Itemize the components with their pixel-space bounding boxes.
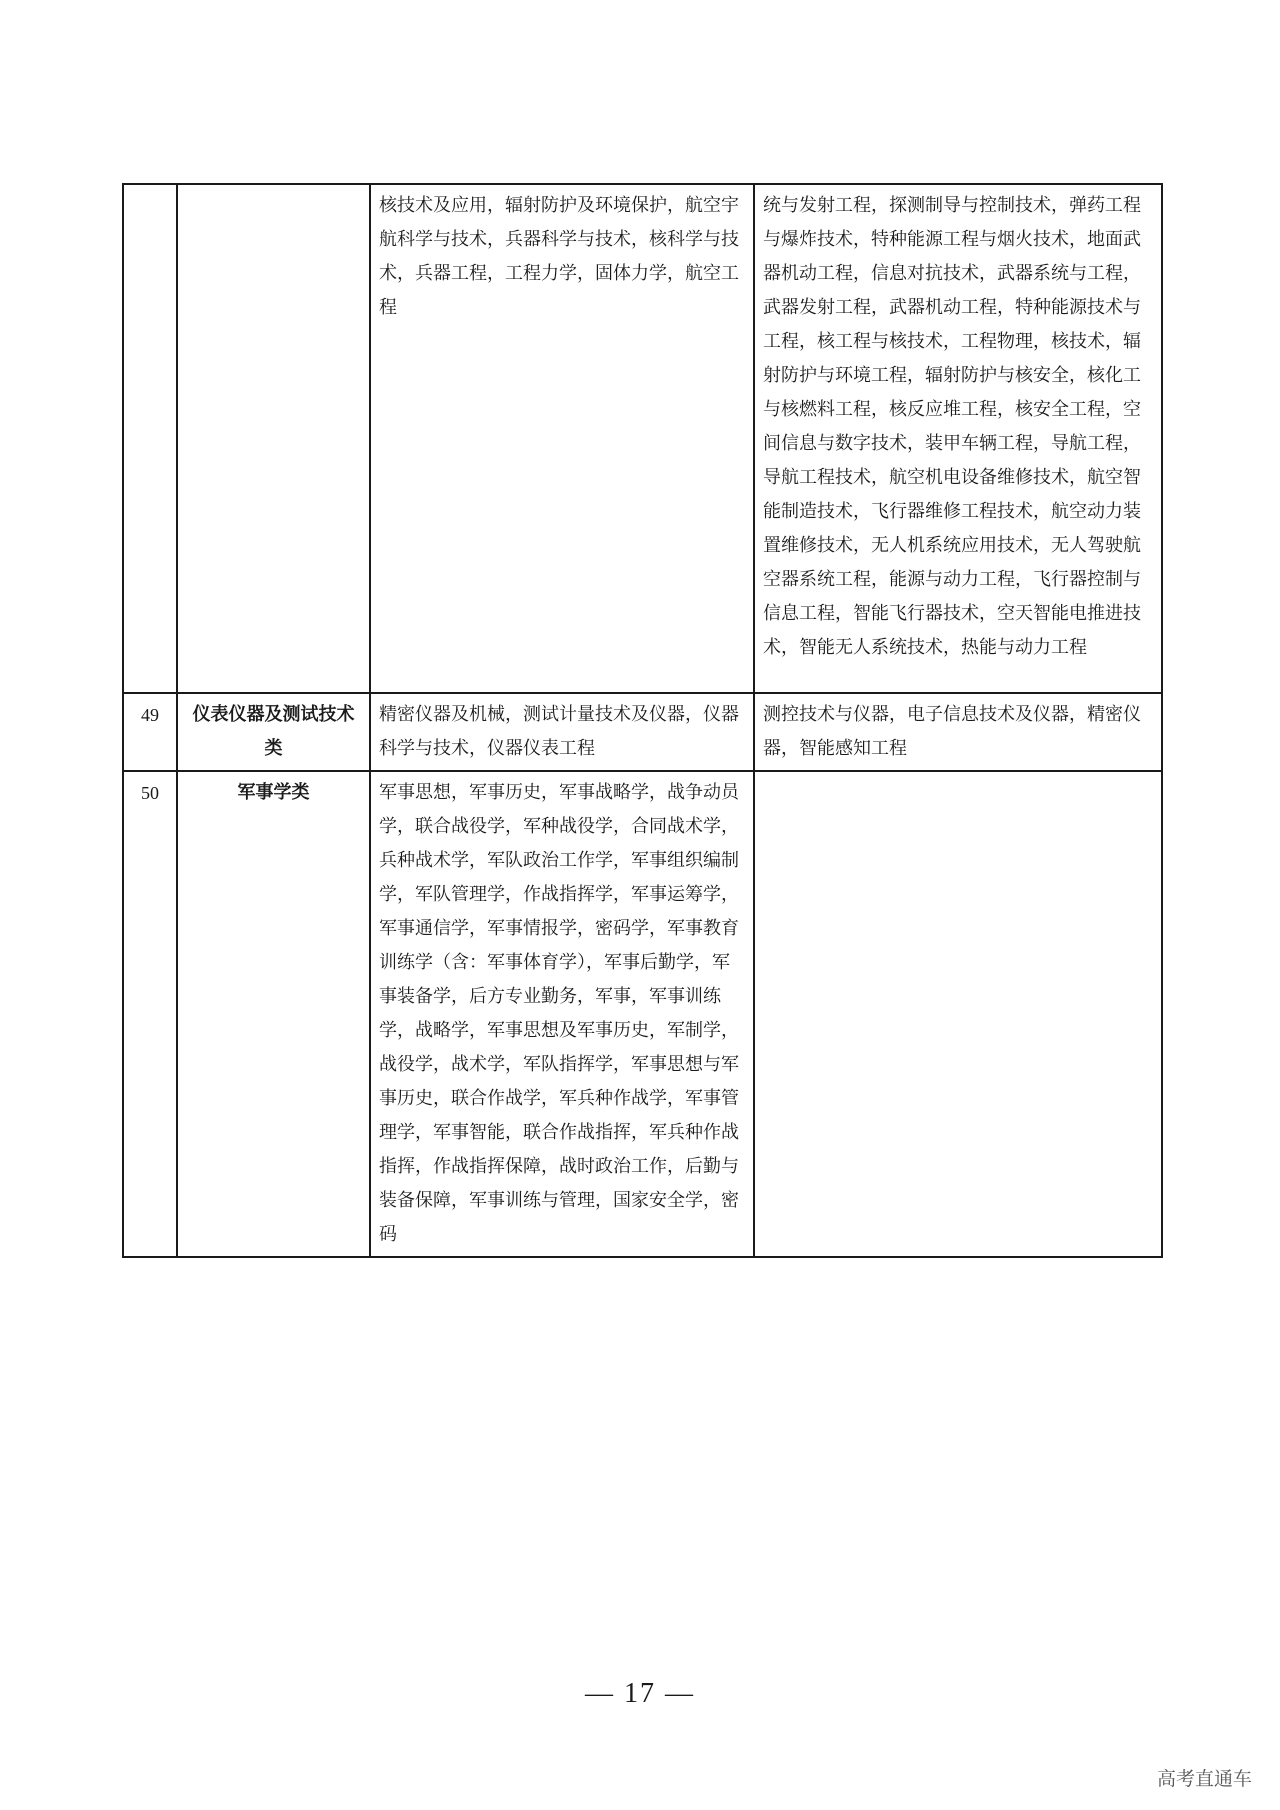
category-name: [177, 184, 370, 693]
row-number: [123, 184, 177, 693]
undergrad-majors: 核技术及应用，辐射防护及环境保护，航空宇航科学与技术，兵器科学与技术，核科学与技术，兵器工程，工程力学，固体力学，航空工程: [370, 184, 754, 693]
category-name: 军事学类: [177, 771, 370, 1257]
vocational-majors: 统与发射工程，探测制导与控制技术，弹药工程与爆炸技术，特种能源工程与烟火技术，地面武器机动工程，信息对抗技术，武器系统与工程，武器发射工程，武器机动工程，特种能源技术与工程，核工程与核技术，工程物理，核技术，辐射防护与环境工程，辐射防护与核安全，核化工与核燃料工程，核反应堆工程，核安全工程，空间信息与数字技术，装甲车辆工程，导航工程，导航工程技术，航空机电设备维修技术，航空智能制造技术，飞行器维修工程技术，航空动力装置维修技术，无人机系统应用技术，无人驾驶航空器系统工程，能源与动力工程，飞行器控制与信息工程，智能飞行器技术，空天智能电推进技术，智能无人系统技术，热能与动力工程: [754, 184, 1162, 693]
page-number: — 17 —: [585, 1678, 695, 1709]
row-number: 50: [123, 771, 177, 1257]
vocational-majors: [754, 771, 1162, 1257]
table-row: [123, 771, 1162, 1257]
undergrad-majors: 军事思想，军事历史，军事战略学，战争动员学，联合战役学，军种战役学，合同战术学，兵种战术学，军队政治工作学，军事组织编制学，军队管理学，作战指挥学，军事运筹学，军事通信学，军事情报学，密码学，军事教育训练学（含：军事体育学），军事后勤学，军事装备学，后方专业勤务，军事，军事训练学，战略学，军事思想及军事历史，军制学，战役学，战术学，军队指挥学，军事思想与军事历史，联合作战学，军兵种作战学，军事管理学，军事智能，联合作战指挥，军兵种作战指挥，作战指挥保障，战时政治工作，后勤与装备保障，军事训练与管理，国家安全学，密码: [370, 771, 754, 1257]
vocational-majors: 测控技术与仪器，电子信息技术及仪器，精密仪器，智能感知工程: [754, 693, 1162, 771]
watermark-text: 高考直通车: [1156, 1768, 1252, 1790]
undergrad-majors: 精密仪器及机械，测试计量技术及仪器，仪器科学与技术，仪器仪表工程: [370, 693, 754, 771]
major-table: [122, 183, 1163, 1258]
row-number: 49: [123, 693, 177, 771]
table-row: [123, 184, 1162, 693]
category-name: 仪表仪器及测试技术类: [177, 693, 370, 771]
table-row: [123, 693, 1162, 771]
